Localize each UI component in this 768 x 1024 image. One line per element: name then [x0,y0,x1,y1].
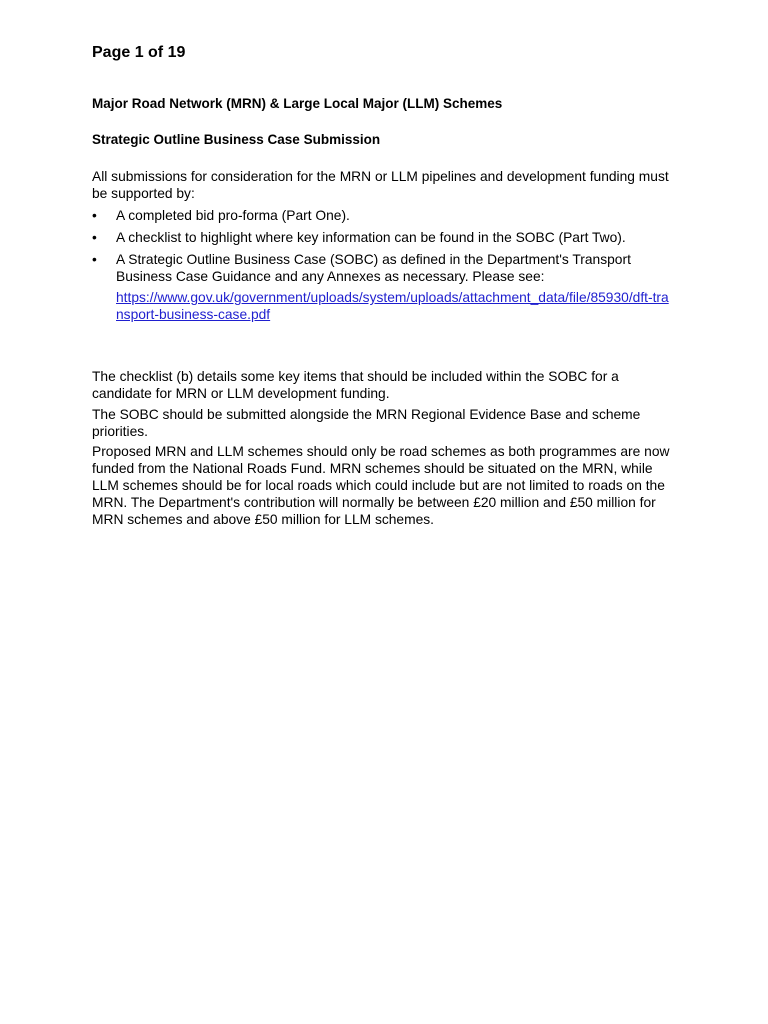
bullet-marker: • [92,208,97,223]
requirements-list [92,207,682,328]
guidance-link[interactable]: https://www.gov.uk/government/uploads/system/uploads/attachment_data/file/85930/dft-transport-business-case.pdf [116,290,669,322]
submission-paragraph: The SOBC should be submitted alongside the MRN Regional Evidence Base and scheme priorities. [92,407,641,439]
document-title: Major Road Network (MRN) & Large Local Major (LLM) Schemes [92,96,503,111]
list-item-text: A completed bid pro-forma (Part One). [116,208,350,223]
page-number: Page 1 of 19 [92,44,186,61]
document-subtitle: Strategic Outline Business Case Submission [92,132,381,147]
list-item-text: A Strategic Outline Business Case (SOBC) as defined in the Department's Transport Business Case Guidance and any Annexes as necessary. Please see: [116,252,631,284]
intro-paragraph: All submissions for consideration for the MRN or LLM pipelines and development funding must be supported by: [92,169,669,201]
list-item-text: A checklist to highlight where key information can be found in the SOBC (Part Two). [116,230,626,245]
bullet-marker: • [92,230,97,245]
bullet-marker: • [92,252,97,267]
list-item [92,229,682,246]
list-item [92,251,682,323]
list-item [92,207,682,224]
checklist-paragraph: The checklist (b) details some key items that should be included within the SOBC for a candidate for MRN or LLM development funding. [92,369,619,401]
schemes-paragraph: Proposed MRN and LLM schemes should only be road schemes as both programmes are now funded from the National Roads Fund. MRN schemes should be situated on the MRN, while LLM schemes should be for local roads which could include but are not limited to roads on the MRN. The Department's contribution will normally be between £20 million and £50 million for MRN schemes and above £50 million for LLM schemes. [92,444,670,527]
